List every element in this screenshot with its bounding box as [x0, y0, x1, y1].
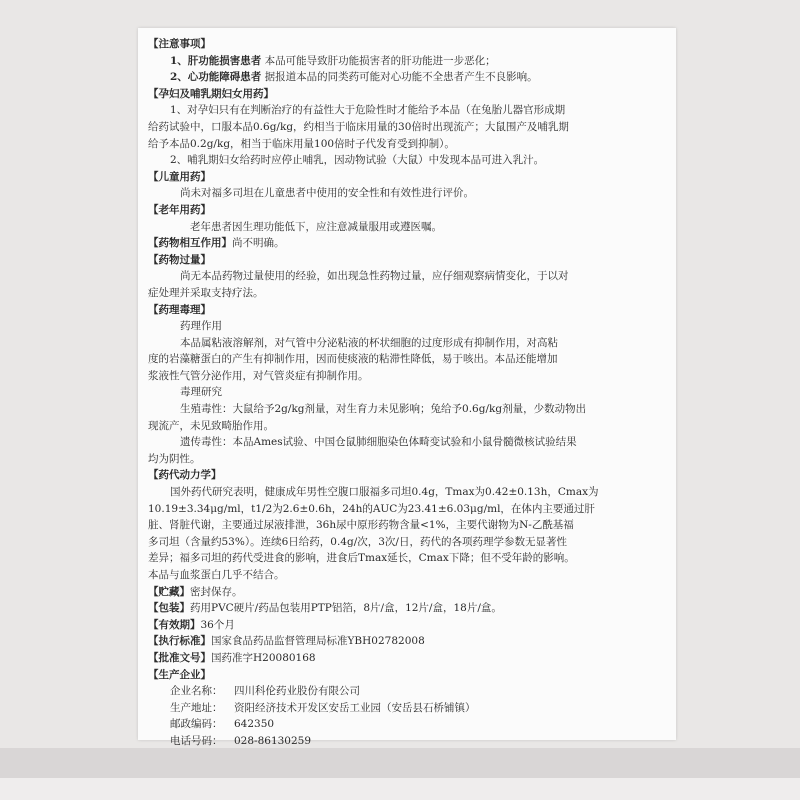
paragraph-line — [148, 335, 668, 352]
paragraph-line — [148, 550, 668, 567]
section-heading — [148, 86, 668, 103]
paragraph-line — [148, 318, 668, 335]
company-info-label: 邮政编码： — [170, 718, 223, 731]
paragraph-line — [148, 268, 668, 285]
company-info-label: 电话号码： — [170, 734, 223, 747]
paragraph-line — [148, 219, 668, 236]
paragraph-line — [148, 152, 668, 169]
paragraph-text: 浆液性气管分泌作用，对气管炎症有抑制作用。 — [148, 369, 369, 382]
paragraph-line — [148, 484, 668, 501]
paragraph-line — [148, 119, 668, 136]
heading-text: 【药代动力学】 — [148, 469, 222, 482]
heading-value: 36个月 — [200, 618, 235, 631]
paragraph-text: 尚无本品药物过量使用的经验，如出现急性药物过量，应仔细观察病情变化，于以对 — [180, 270, 569, 283]
heading-text: 【药物过量】 — [148, 253, 211, 266]
heading-text: 【执行标准】 — [148, 635, 211, 648]
paragraph-text: 10.19±3.34μg/ml，t1/2为2.6±0.6h，24h的AUC为23.41±6.03μg/ml，在体内主要通过肝 — [148, 502, 595, 515]
heading-value: 国药准字H20080168 — [211, 651, 316, 664]
paragraph-text: 尚未对福多司坦在儿童患者中使用的安全性和有效性进行评价。 — [180, 187, 474, 200]
paragraph-line — [148, 136, 668, 153]
paragraph-text: 本品可能导致肝功能损害者的肝功能进一步恶化； — [261, 54, 496, 67]
section-heading-inline — [148, 650, 668, 667]
paragraph-line — [148, 418, 668, 435]
section-heading — [148, 467, 668, 484]
heading-text: 【包装】 — [148, 602, 190, 615]
company-info-value: 资阳经济技术开发区安岳工业园（安岳县石桥铺镇） — [234, 701, 476, 714]
paragraph-text: 度的岩藻糖蛋白的产生有抑制作用，因而使痰液的粘滞性降低，易于咳出。本品还能增加 — [148, 353, 558, 366]
heading-text: 【老年用药】 — [148, 203, 211, 216]
paragraph-line — [148, 517, 668, 534]
section-heading — [148, 36, 668, 53]
paragraph-text: 本品属粘液溶解剂，对气管中分泌粘液的杯状细胞的过度形成有抑制作用，对高粘 — [180, 336, 558, 349]
section-heading-inline — [148, 600, 668, 617]
paragraph-text: 国外药代研究表明，健康成年男性空腹口服福多司坦0.4g，Tmax为0.42±0.13h，Cmax为 — [170, 486, 599, 499]
company-info-value: 642350 — [234, 718, 275, 731]
paragraph-text: 生殖毒性：大鼠给予2g/kg剂量，对生育力未见影响；兔给予0.6g/kg剂量，少数动物出 — [180, 403, 587, 416]
paragraph-text: 2、哺乳期妇女给药时应停止哺乳，因动物试验（大鼠）中发现本品可进入乳汁。 — [170, 154, 545, 167]
paragraph-line — [148, 401, 668, 418]
paragraph-text: 给药试验中，口服本品0.6g/kg，约相当于临床用量的30倍时出现流产；大鼠围产及哺乳期 — [148, 120, 569, 133]
heading-value: 密封保存。 — [190, 585, 243, 598]
leaflet-content — [148, 36, 668, 783]
paragraph-line — [148, 102, 668, 119]
section-heading — [148, 302, 668, 319]
paragraph-text: 1、对孕妇只有在判断治疗的有益性大于危险性时才能给予本品（在兔胎儿器官形成期 — [170, 104, 566, 117]
section-heading-inline — [148, 633, 668, 650]
company-info-value: 028-86130259 — [234, 734, 312, 747]
company-info-value: 四川科伦药业股份有限公司 — [234, 685, 360, 698]
heading-text: 【儿童用药】 — [148, 170, 211, 183]
paragraph-text: 毒理研究 — [180, 386, 222, 399]
heading-text: 【孕妇及哺乳期妇女用药】 — [148, 87, 274, 100]
company-info-label: 企业名称： — [170, 685, 223, 698]
paragraph-line — [148, 368, 668, 385]
paragraph-line — [148, 567, 668, 584]
bold-prefix: 1、肝功能损害患者 — [170, 54, 262, 67]
section-heading-inline — [148, 584, 668, 601]
heading-value: 尚不明确。 — [232, 237, 285, 250]
heading-text: 【贮藏】 — [148, 585, 190, 598]
paragraph-line — [148, 351, 668, 368]
paragraph-text: 药理作用 — [180, 320, 222, 333]
paragraph-line — [148, 534, 668, 551]
company-info-row — [148, 716, 668, 733]
section-heading — [148, 169, 668, 186]
paragraph-text: 据报道本品的同类药可能对心功能不全患者产生不良影响。 — [261, 71, 538, 84]
heading-text: 【注意事项】 — [148, 38, 211, 50]
heading-value: 药用PVC硬片/药品包装用PTP铝箔，8片/盒，12片/盒，18片/盒。 — [190, 602, 502, 615]
bold-prefix: 2、心功能障碍患者 — [170, 71, 262, 84]
company-info-row — [148, 700, 668, 717]
paragraph-line — [148, 384, 668, 401]
paragraph-text: 脏、肾脏代谢，主要通过尿液排泄，36h尿中原形药物含量<1%，主要代谢物为N-乙酰基福 — [148, 519, 574, 532]
paragraph-line — [148, 53, 668, 70]
paragraph-line — [148, 451, 668, 468]
section-heading — [148, 252, 668, 269]
section-heading-inline — [148, 617, 668, 634]
paragraph-line — [148, 434, 668, 451]
heading-text: 【批准文号】 — [148, 651, 211, 664]
section-heading — [148, 667, 668, 684]
section-heading-inline — [148, 235, 668, 252]
company-info-label: 生产地址： — [170, 701, 223, 714]
paragraph-text: 多司坦（含量约53%）。连续6日给药，0.4g/次，3次/日，药代的各项药理学参数无显著性 — [148, 535, 567, 548]
paragraph-text: 症处理并采取支持疗法。 — [148, 286, 264, 299]
paragraph-line — [148, 285, 668, 302]
heading-value: 国家食品药品监督管理局标准YBH02782008 — [211, 635, 425, 648]
leaflet-sheet — [138, 28, 676, 747]
paragraph-line — [148, 185, 668, 202]
paragraph-text: 遗传毒性：本品Ames试验、中国仓鼠肺细胞染色体畸变试验和小鼠骨髓微核试验结果 — [180, 436, 577, 449]
paragraph-text: 给予本品0.2g/kg，相当于临床用量100倍时子代发育受到抑制）。 — [148, 137, 455, 150]
paragraph-text: 老年患者因生理功能低下，应注意减量服用或遵医嘱。 — [190, 220, 442, 233]
heading-text: 【生产企业】 — [148, 668, 211, 681]
background-strip — [0, 778, 800, 800]
section-heading — [148, 202, 668, 219]
paragraph-line — [148, 69, 668, 86]
paragraph-line — [148, 501, 668, 518]
paragraph-text: 均为阴性。 — [148, 452, 201, 465]
paragraph-text: 本品与血浆蛋白几乎不结合。 — [148, 569, 285, 581]
heading-text: 【有效期】 — [148, 618, 201, 631]
company-info-row — [148, 683, 668, 700]
paragraph-text: 现流产，未见致畸胎作用。 — [148, 419, 274, 432]
heading-text: 【药物相互作用】 — [148, 237, 232, 250]
heading-text: 【药理毒理】 — [148, 303, 211, 316]
paragraph-text: 差异；福多司坦的药代受进食的影响，进食后Tmax延长，Cmax下降；但不受年龄的影响。 — [148, 552, 575, 565]
